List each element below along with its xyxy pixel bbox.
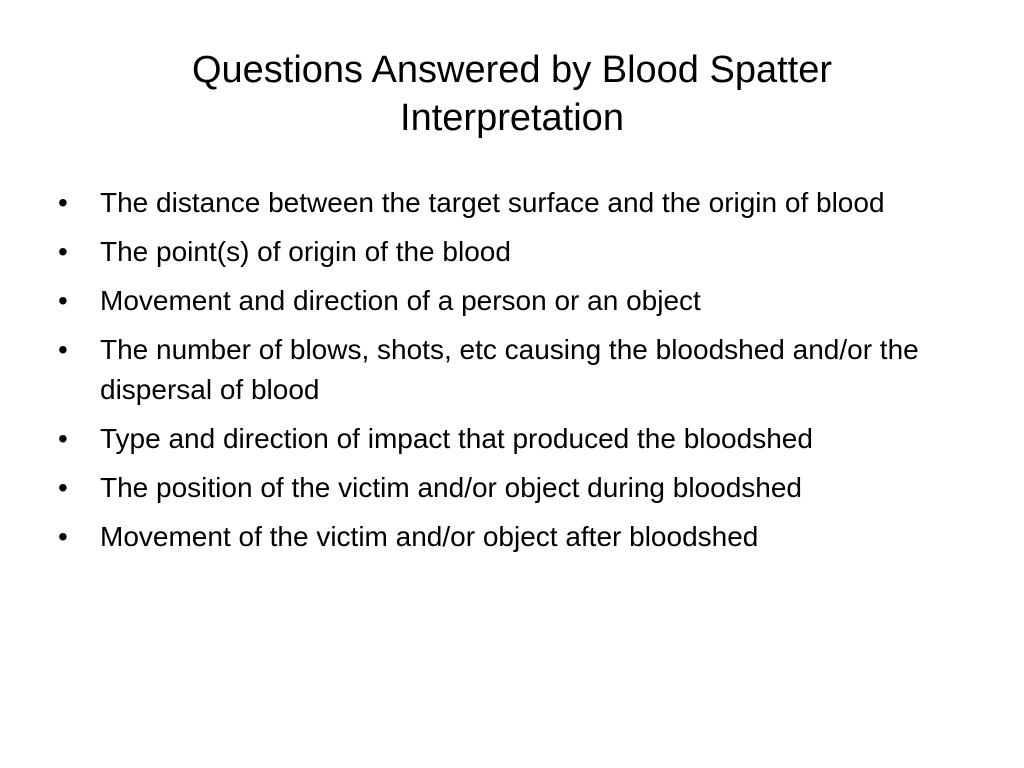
bullet-item — [58, 468, 978, 508]
bullet-text: The distance between the target surface and the origin of blood — [100, 187, 885, 218]
bullet-icon: • — [58, 334, 68, 365]
bullet-text: Movement of the victim and/or object after bloodshed — [100, 521, 759, 552]
bullet-item — [58, 183, 978, 223]
bullet-icon: • — [58, 187, 68, 218]
bullet-text: The position of the victim and/or object during bloodshed — [100, 472, 802, 503]
bullet-icon: • — [58, 521, 68, 552]
bullet-item — [58, 232, 978, 272]
slide-title: Questions Answered by Blood Spatter Interpretation — [191, 49, 833, 139]
bullet-text: Type and direction of impact that produced the bloodshed — [100, 423, 813, 454]
bullet-text: Movement and direction of a person or an object — [100, 285, 701, 316]
bullet-icon: • — [58, 285, 68, 316]
bullet-icon: • — [58, 236, 68, 267]
bullet-item — [58, 281, 978, 321]
bullet-text: The number of blows, shots, etc causing the bloodshed and/or the dispersal of blood — [100, 334, 919, 405]
bullet-icon: • — [58, 423, 68, 454]
bullet-text: The point(s) of origin of the blood — [100, 236, 511, 267]
bullet-icon: • — [58, 472, 68, 503]
bullet-list — [58, 183, 978, 566]
bullet-item — [58, 517, 978, 557]
bullet-item — [58, 330, 978, 410]
bullet-item — [58, 419, 978, 459]
